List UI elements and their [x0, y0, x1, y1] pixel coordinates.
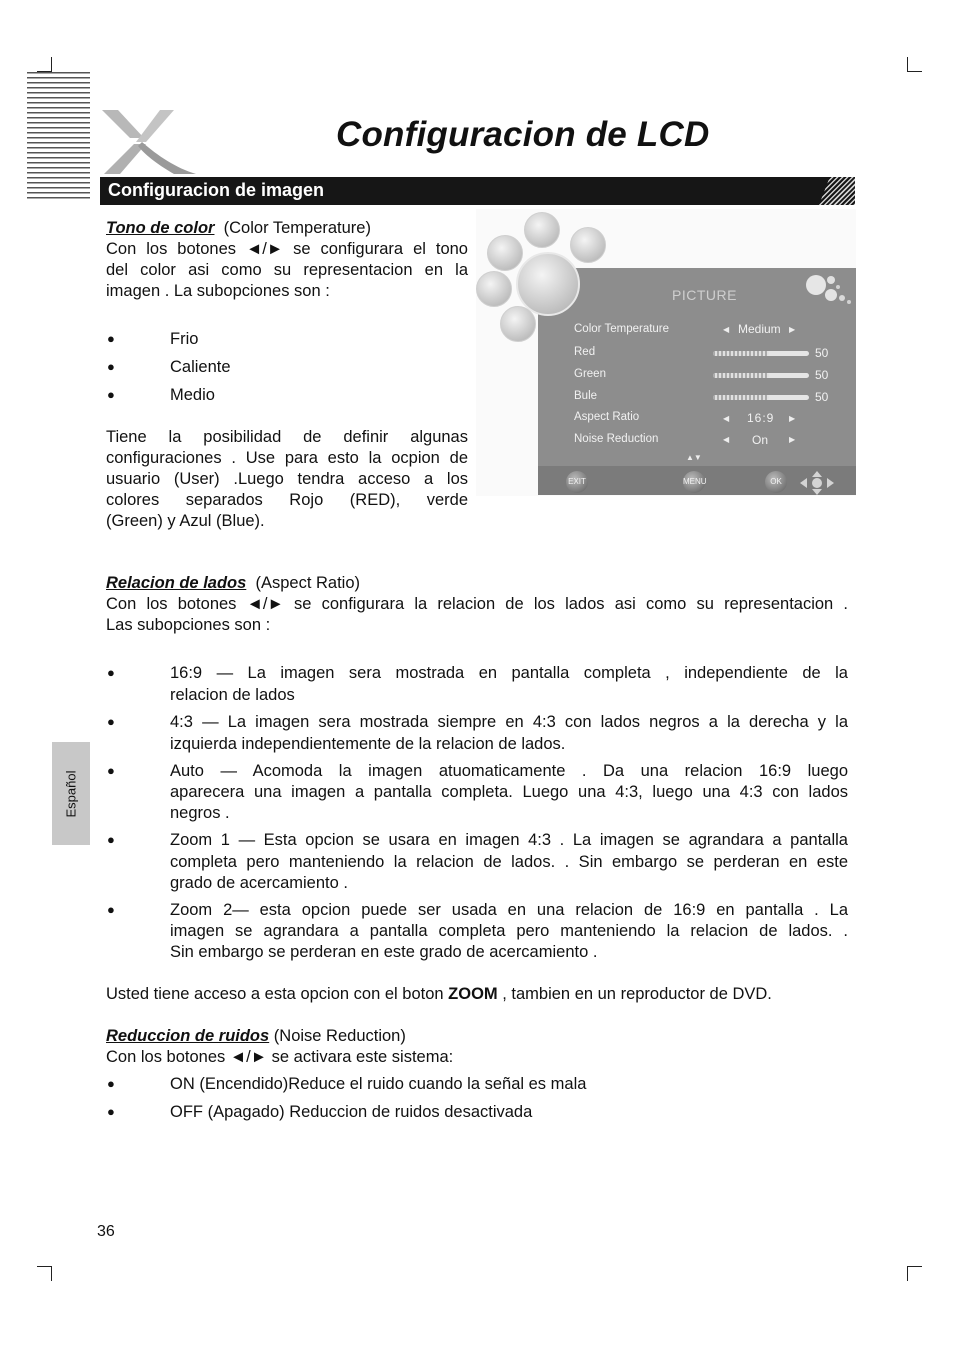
- menu-row-value: 50: [815, 346, 829, 360]
- relacion-option-4-3: 4:3 — La imagen sera mostrada siempre en 4:3 con lados negros a la derecha y la: [170, 713, 848, 731]
- tono-para-line: colores separados Rojo (RED), verde: [106, 491, 468, 509]
- relacion-option-zoom2-cont: Sin embargo se perderan en este grado de acercamiento .: [170, 943, 598, 961]
- bullet-icon: ●: [107, 331, 115, 346]
- menu-row-value: 16:9: [747, 411, 775, 425]
- relacion-option-zoom2: Zoom 2— esta opcion puede ser usada en una relacion de 16:9 en pantalla . La: [170, 901, 848, 919]
- arrow-right-icon: ▶: [789, 435, 796, 444]
- crop-mark-bottom-left: [37, 1266, 52, 1281]
- menu-row-value: On: [752, 433, 769, 447]
- brand-x-logo-icon: [98, 108, 198, 176]
- relacion-heading-sub: (Aspect Ratio): [255, 574, 361, 592]
- arrow-left-icon: ◀: [723, 325, 730, 334]
- menu-row-value: 50: [815, 390, 829, 404]
- navigation-pad-icon[interactable]: [796, 470, 838, 496]
- tono-heading-line: [106, 218, 371, 239]
- sound-menu-icon: [476, 271, 512, 307]
- zoom-note-post: , tambien en un reproductor de DVD.: [497, 985, 772, 1003]
- page-title: Configuracion de LCD: [336, 115, 710, 154]
- tono-option: Frio: [170, 330, 199, 348]
- bullet-icon: ●: [107, 1104, 115, 1119]
- picture-menu-icon: [516, 252, 580, 316]
- bullet-icon: ●: [107, 714, 115, 729]
- ruido-line-1: Con los botones ◄/► se activara este sistema:: [106, 1048, 454, 1066]
- tono-heading: Tono de color: [106, 219, 215, 237]
- tv-menu-icon: [570, 227, 606, 263]
- zoom-note-bold: ZOOM: [448, 985, 498, 1003]
- relacion-option-4-3-cont: izquierda independientemente de la relacion de lados.: [170, 735, 566, 753]
- section-title: Configuracion de imagen: [108, 180, 325, 200]
- section-bar: [100, 177, 855, 205]
- menu-row-label-color-temperature[interactable]: Color Temperature: [574, 323, 670, 335]
- menu-row-label-green[interactable]: Green: [574, 368, 606, 380]
- scroll-up-down-icon: ▲▼: [686, 453, 702, 462]
- tono-line-3: imagen . La subopciones son :: [106, 282, 330, 300]
- relacion-option-auto-cont: aparecera una imagen a pantalla completa. Luego una 4:3, luego una 4:3 con lados: [170, 783, 848, 801]
- bullet-icon: ●: [107, 1076, 115, 1091]
- relacion-option-zoom1-cont: grado de acercamiento .: [170, 874, 348, 892]
- menu-row-label-blue[interactable]: Bule: [574, 390, 598, 402]
- arrow-right-icon: ▶: [789, 325, 796, 334]
- arrow-right-icon: ▶: [789, 414, 796, 423]
- menu-row-label-red[interactable]: Red: [574, 346, 596, 358]
- arrow-left-icon: ◀: [723, 435, 730, 444]
- ruido-heading-line: [106, 1026, 406, 1047]
- bubbles-icon: [804, 272, 854, 308]
- language-tab: [52, 742, 90, 845]
- tono-para-line: usuario (User) .Luego tendra acceso a los: [106, 470, 468, 488]
- relacion-line-2: Las subopciones son :: [106, 616, 271, 634]
- blue-slider[interactable]: [713, 395, 809, 400]
- ruido-option-on: ON (Encendido)Reduce el ruido cuando la señal es mala: [170, 1075, 587, 1093]
- relacion-option-auto-cont: negros .: [170, 804, 230, 822]
- tono-option: Medio: [170, 386, 215, 404]
- tono-para-line: (Green) y Azul (Blue).: [106, 512, 265, 530]
- bullet-icon: ●: [107, 665, 115, 680]
- bullet-icon: ●: [107, 387, 115, 402]
- zoom-note: [106, 984, 772, 1005]
- tono-heading-sub: (Color Temperature): [223, 219, 371, 237]
- menu-button[interactable]: MENU: [683, 471, 705, 493]
- relacion-heading: Relacion de lados: [106, 574, 247, 592]
- menu-title: PICTURE: [672, 287, 737, 303]
- bullet-icon: ●: [107, 763, 115, 778]
- relacion-heading-line: [106, 573, 360, 594]
- relacion-option-16-9-cont: relacion de lados: [170, 686, 295, 704]
- menu-row-value: 50: [815, 368, 829, 382]
- ruido-option-off: OFF (Apagado) Reduccion de ruidos desactivada: [170, 1103, 533, 1121]
- relacion-option-zoom1-cont: completa pero manteniendo la relacion de lados. . Sin embargo se perderan en este: [170, 853, 848, 871]
- ok-button[interactable]: OK: [765, 471, 787, 493]
- arrow-left-icon: ◀: [723, 414, 730, 423]
- crop-mark-top-right: [907, 57, 922, 72]
- menu-row-value: Medium: [738, 322, 781, 336]
- lock-menu-icon: [524, 212, 560, 248]
- relacion-line-1: Con los botones ◄/► se configurara la relacion de los lados asi como su representacion .: [106, 595, 848, 613]
- relacion-option-zoom1: Zoom 1 — Esta opcion se usara en imagen 4:3 . La imagen se agrandara a pantalla: [170, 831, 848, 849]
- tono-option: Caliente: [170, 358, 231, 376]
- tono-para-line: Tiene la posibilidad de definir algunas: [106, 428, 468, 446]
- bullet-icon: ●: [107, 902, 115, 917]
- exit-button[interactable]: EXIT: [566, 471, 588, 493]
- red-slider[interactable]: [713, 351, 809, 356]
- tono-para-line: configuraciones . Use para esto la ocpion de: [106, 449, 468, 467]
- section-bar-pattern: [819, 177, 855, 205]
- page-number: 36: [97, 1223, 115, 1240]
- bullet-icon: ●: [107, 359, 115, 374]
- menu-row-label-aspect-ratio[interactable]: Aspect Ratio: [574, 411, 640, 423]
- zoom-note-pre: Usted tiene acceso a esta opcion con el boton: [106, 985, 449, 1003]
- menu-row-label-noise-reduction[interactable]: Noise Reduction: [574, 433, 659, 445]
- crop-mark-bottom-right: [907, 1266, 922, 1281]
- crop-mark-top-left: [37, 57, 52, 72]
- language-tab-label: Español: [63, 770, 79, 817]
- relacion-option-auto: Auto — Acomoda la imagen atuomaticamente . Da una relacion 16:9 luego: [170, 762, 848, 780]
- header-stripes: [27, 72, 90, 200]
- ruido-heading-sub: (Noise Reduction): [273, 1027, 406, 1045]
- relacion-option-16-9: 16:9 — La imagen sera mostrada en pantalla completa , independiente de la: [170, 664, 848, 682]
- clock-menu-icon: [487, 235, 523, 271]
- relacion-option-zoom2-cont: imagen se agrandara a pantalla completa pero manteniendo la relacion de lados. .: [170, 922, 848, 940]
- ruido-heading: Reduccion de ruidos: [106, 1027, 270, 1045]
- tono-line-2: del color asi como su representacion en la: [106, 261, 468, 279]
- tono-line-1: Con los botones ◄/► se configurara el tono: [106, 240, 468, 258]
- bullet-icon: ●: [107, 832, 115, 847]
- green-slider[interactable]: [713, 373, 809, 378]
